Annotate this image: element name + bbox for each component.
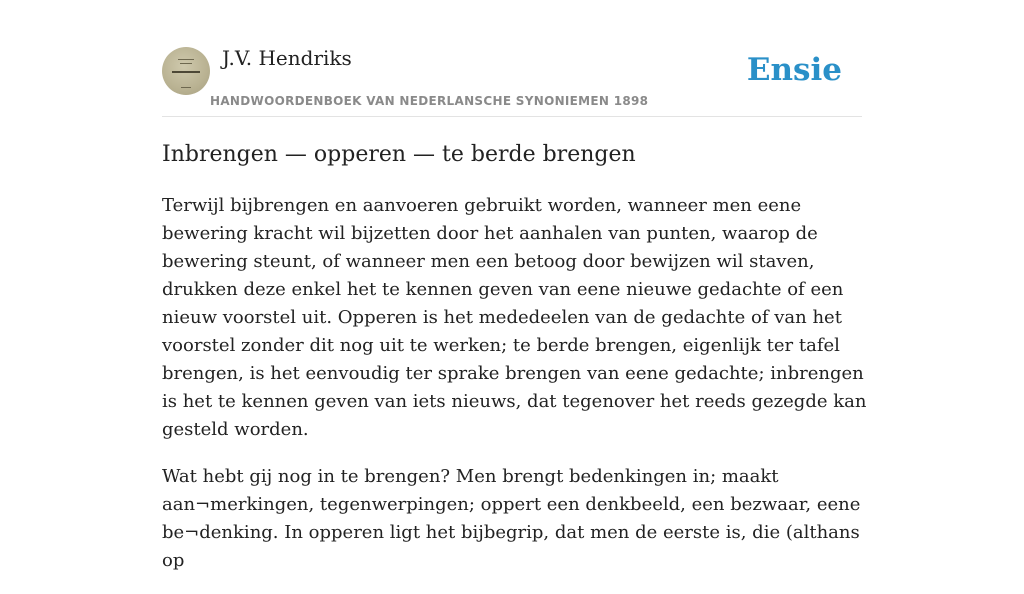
author-name-link[interactable]: J.V. Hendriks [222,46,352,70]
ensie-logo-link[interactable]: Ensie [746,52,842,88]
book-title[interactable]: HANDWOORDENBOEK VAN NEDERLANSCHE SYNONIEMEN 1898 [210,94,649,108]
site-header [162,46,862,117]
entry-paragraph: Wat hebt gij nog in te brengen? Men brengt bedenkingen in; maakt aan¬merkingen, tegenwerpingen; oppert een denkbeeld, een bezwaar, eene be¬denking. In opperen ligt het bijbegrip, dat men de eerste is, die (althans op [162,466,861,571]
entry-paragraph: Terwijl bijbrengen en aanvoeren gebruikt worden, wanneer men eene bewering kracht wil bijzetten door het aanhalen van punten, waarop de bewering steunt, of wanneer men een betoog door bewijzen wil staven, drukken deze enkel het te kennen geven van eene nieuwe gedachte of een nieuw voorstel uit. Opperen is het mededeelen van de gedachte of van het voorstel zonder dit nog uit te werken; te berde brengen, eigenlijk ter tafel brengen, is het eenvoudig ter sprake brengen van eene gedachte; inbrengen is het te kennen geven van iets nieuws, dat tegenover het reeds gezegde kan gesteld worden. [162,195,867,440]
book-cover-avatar[interactable] [162,47,210,95]
cover-decoration-line [180,63,192,64]
cover-decoration-line [178,59,194,60]
entry-body [162,192,867,594]
cover-decoration-line [181,87,191,88]
entry-title: Inbrengen — opperen — te berde brengen [162,142,636,167]
cover-decoration-line [172,71,200,73]
